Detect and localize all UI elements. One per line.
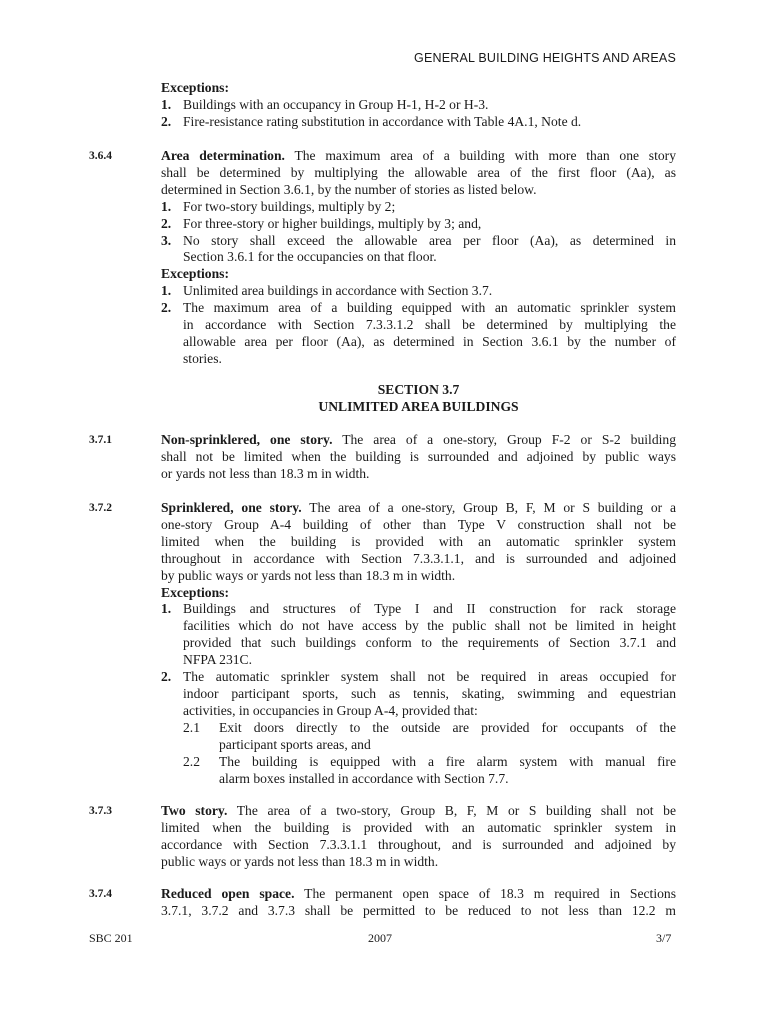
section-number: 3.7.1 (89, 434, 112, 446)
sublist-number: 2.1 (183, 719, 200, 735)
exceptions-heading: Exceptions: (161, 266, 229, 282)
list-number: 1. (161, 198, 172, 214)
list-number: 1. (161, 96, 172, 112)
paragraph-line: one-story Group A-4 building of other than Type V construction shall not be (161, 516, 676, 532)
list-item: The automatic sprinkler system shall not be required in areas occupied for (183, 669, 676, 685)
list-item: Buildings with an occupancy in Group H-1, H-2 or H-3. (183, 96, 489, 112)
section-number: 3.7.3 (89, 805, 112, 817)
paragraph-line: throughout in accordance with Section 7.3.3.1.1, and is surrounded and adjoined (161, 550, 676, 566)
section-title: Non-sprinklered, one story. (161, 432, 333, 447)
section-heading-number: SECTION 3.7 (377, 382, 460, 397)
paragraph-line: limited when the building is provided with an automatic sprinkler system in (161, 819, 676, 835)
list-number: 2. (161, 669, 172, 685)
list-item: stories. (183, 350, 222, 366)
list-number: 1. (161, 283, 172, 299)
list-item: in accordance with Section 7.3.3.1.2 shall be determined by multiplying the (183, 317, 676, 333)
list-item: activities, in occupancies in Group A-4, provided that: (183, 702, 478, 718)
section-title: Area determination. (161, 148, 285, 163)
paragraph-line: The area of a one-story, Group F-2 or S-2 building (342, 432, 676, 447)
list-item: Buildings and structures of Type I and II construction for rack storage (183, 601, 676, 617)
section-heading-title: UNLIMITED AREA BUILDINGS (318, 399, 519, 414)
section-number: 3.7.4 (89, 888, 112, 900)
list-item: allowable area per floor (Aa), as determined in Section 3.6.1 by the number of (183, 333, 676, 349)
section-title: Two story. (161, 803, 228, 818)
footer-page-number: 3/7 (656, 931, 672, 945)
sublist-item: Exit doors directly to the outside are provided for occupants of the (219, 719, 676, 735)
list-item: provided that such buildings conform to the requirements of Section 3.7.1 and (183, 635, 676, 651)
paragraph-line: or yards not less than 18.3 m in width. (161, 465, 370, 481)
paragraph-line: The maximum area of a building with more than one story (294, 148, 676, 163)
section-title: Sprinklered, one story. (161, 500, 302, 515)
paragraph-line: public ways or yards not less than 18.3 m in width. (161, 853, 439, 869)
paragraph-line: accordance with Section 7.3.3.1.1 throughout, and is surrounded and adjoined by (161, 836, 676, 852)
list-item: No story shall exceed the allowable area per floor (Aa), as determined in (183, 232, 676, 248)
list-number: 1. (161, 601, 172, 617)
list-number: 2. (161, 300, 172, 316)
list-number: 2. (161, 113, 172, 129)
list-item: Section 3.6.1 for the occupancies on that floor. (183, 249, 437, 265)
paragraph-line: 3.7.1, 3.7.2 and 3.7.3 shall be permitted to be reduced to not less than 12.2 m (161, 902, 676, 918)
list-item: indoor participant sports, such as tennis, skating, swimming and equestrian (183, 685, 676, 701)
paragraph-line: by public ways or yards not less than 18.3 m in width. (161, 567, 456, 583)
exceptions-block-1 (161, 80, 676, 131)
section-3-6-4 (161, 148, 676, 368)
section-3-7-2 (161, 500, 676, 787)
list-number: 2. (161, 215, 172, 231)
paragraph-line: shall not be limited when the building is surrounded and adjoined by public ways (161, 448, 676, 464)
sublist-item: participant sports areas, and (219, 736, 371, 752)
sublist-item: The building is equipped with a fire alarm system with manual fire (219, 753, 676, 769)
list-item: The maximum area of a building equipped with an automatic sprinkler system (183, 300, 676, 316)
list-item: For three-story or higher buildings, multiply by 3; and, (183, 215, 482, 231)
footer-center: 2007 (368, 931, 392, 945)
running-header: GENERAL BUILDING HEIGHTS AND AREAS (414, 51, 676, 65)
section-title: Reduced open space. (161, 886, 295, 901)
section-number: 3.7.2 (89, 502, 112, 514)
paragraph-line: The permanent open space of 18.3 m required in Sections (304, 886, 676, 901)
paragraph-line: limited when the building is provided with an automatic sprinkler system (161, 533, 676, 549)
paragraph-line: The area of a one-story, Group B, F, M or S building or a (309, 500, 676, 515)
sublist-number: 2.2 (183, 753, 200, 769)
exceptions-heading: Exceptions: (161, 80, 229, 95)
sublist-item: alarm boxes installed in accordance with Section 7.7. (219, 770, 509, 786)
paragraph-line: determined in Section 3.6.1, by the number of stories as listed below. (161, 181, 537, 197)
paragraph-line: The area of a two-story, Group B, F, M or S building shall not be (236, 803, 676, 818)
list-number: 3. (161, 232, 172, 248)
paragraph-line: shall be determined by multiplying the allowable area of the first floor (Aa), as (161, 164, 676, 180)
section-3-7-4 (161, 886, 676, 920)
list-item: For two-story buildings, multiply by 2; (183, 198, 396, 214)
list-item: facilities which do not have access by the public shall not be limited in height (183, 618, 676, 634)
section-3-7-3 (161, 803, 676, 871)
exceptions-heading: Exceptions: (161, 584, 229, 600)
footer-left: SBC 201 (89, 931, 133, 945)
section-number: 3.6.4 (89, 150, 112, 162)
list-item: NFPA 231C. (183, 652, 253, 668)
list-item: Unlimited area buildings in accordance with Section 3.7. (183, 283, 493, 299)
list-item: Fire-resistance rating substitution in accordance with Table 4A.1, Note d. (183, 113, 582, 129)
section-3-7-1 (161, 432, 676, 483)
